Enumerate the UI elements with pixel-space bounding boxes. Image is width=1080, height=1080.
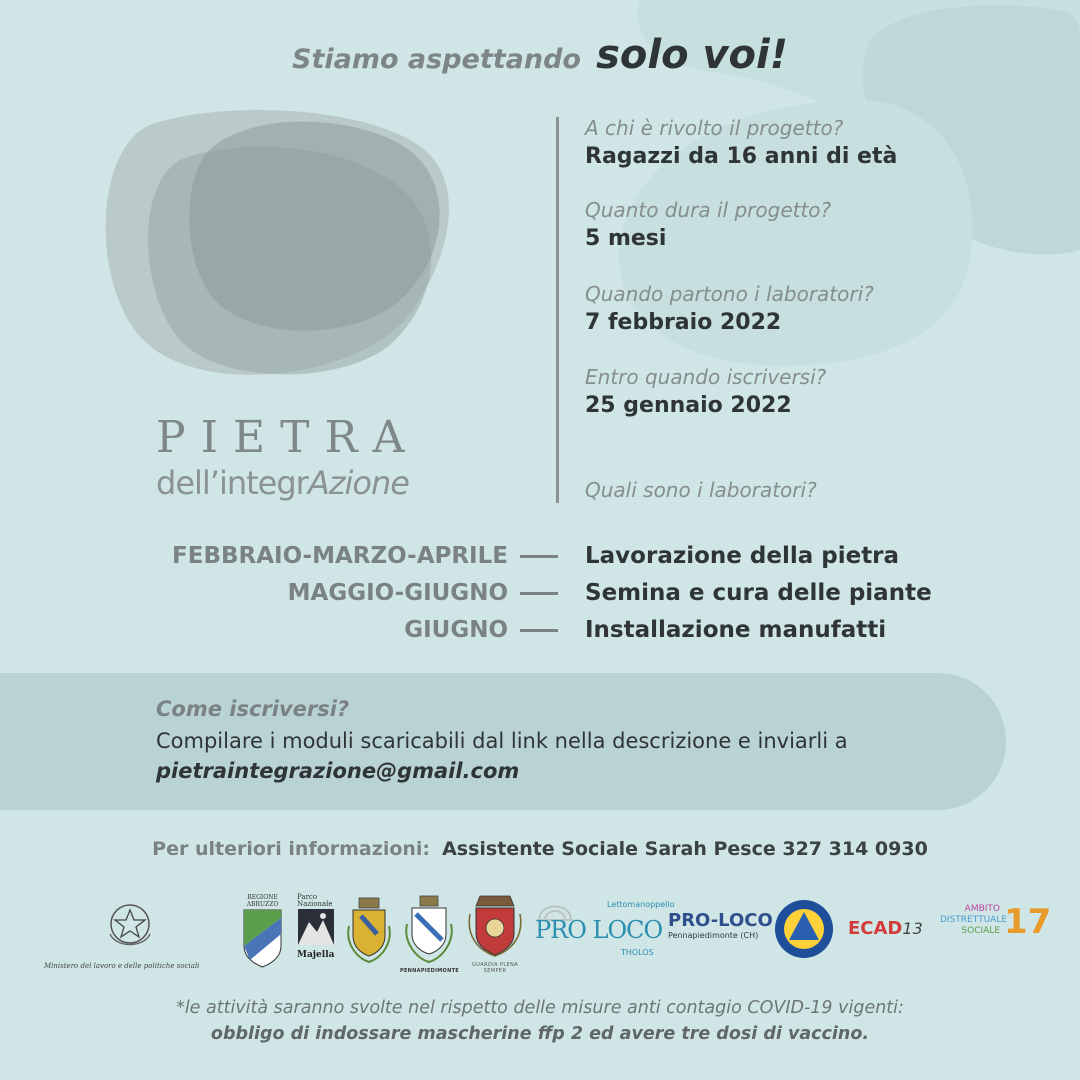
faq-question: Entro quando iscriversi? [585, 365, 827, 389]
abruzzo-caption-line: ABRUZZO [246, 901, 279, 908]
brand-integrazione-italic: Azione [307, 464, 409, 502]
headline-lead: Stiamo aspettando [292, 44, 581, 75]
schedule-row [0, 610, 1080, 650]
schedule-dash [520, 555, 558, 558]
proloco-tholos-logo [533, 894, 675, 974]
ambito-number: 17 [1004, 902, 1052, 942]
covid-note-line1: *le attività saranno svolte nel rispetto delle misure anti contagio COVID-19 vigenti: [176, 998, 904, 1018]
ecad-name: ECAD [848, 918, 903, 939]
guardia-crest-icon [466, 892, 524, 958]
contact-value: Assistente Sociale Sarah Pesce 327 314 0930 [442, 838, 928, 860]
faq-item-deadline [585, 363, 826, 421]
pietra-pebbles-logo [100, 105, 470, 405]
schedule-dash [520, 592, 558, 595]
proloco-tholos-town: Lettomanoppello [607, 900, 675, 909]
municipal-crest-logo [343, 896, 395, 966]
schedule-row [0, 536, 1080, 576]
ecad-logo [848, 918, 928, 948]
contact-info [0, 838, 1080, 860]
abruzzo-caption-line: REGIONE [247, 894, 278, 901]
faq-answer: Ragazzi da 16 anni di età [585, 144, 898, 169]
schedule-row [0, 573, 1080, 613]
covid-note [0, 995, 1080, 1047]
proloco-penna-sub: Pennapiedimonte (CH) [668, 931, 759, 940]
majella-caption-bottom: Majella [297, 950, 335, 960]
majella-park-logo [297, 894, 335, 964]
vertical-divider [556, 117, 559, 503]
faq-question: A chi è rivolto il progetto? [585, 116, 844, 140]
municipal-crest-icon [343, 896, 395, 966]
ministry-logo [40, 898, 240, 978]
faq-answer: 5 mesi [585, 226, 667, 251]
registration-email: pietraintegrazione@gmail.com [156, 759, 520, 783]
ambito-sociale-logo [940, 902, 1052, 964]
faq-question: Quanto dura il progetto? [585, 198, 832, 222]
faq-item-duration [585, 196, 831, 254]
ambito-line: DISTRETTUALE [940, 915, 1008, 925]
abruzzo-caption [240, 894, 285, 908]
proloco-tholos-sub: THOLOS [621, 948, 654, 957]
proloco-pennapiedimonte-logo [668, 910, 773, 960]
registration-text: Compilare i moduli scaricabili dal link nella descrizione e inviarli a [156, 729, 848, 753]
schedule-lab: Semina e cura delle piante [585, 580, 932, 606]
faq-item-target [585, 114, 897, 172]
schedule-period: GIUGNO [404, 617, 508, 643]
headline-emphasis: solo voi! [596, 32, 788, 78]
brand-integrazione-plain: dell’integr [156, 464, 308, 502]
ecad-number: 13 [902, 919, 923, 938]
proloco-penna-name: PRO-LOCO [668, 910, 773, 931]
schedule-period: FEBBRAIO-MARZO-APRILE [172, 543, 508, 569]
brand-integrazione [156, 464, 409, 502]
faq-answer: 7 febbraio 2022 [585, 310, 782, 335]
abruzzo-logo [240, 894, 285, 970]
schedule-dash [520, 629, 558, 632]
guardia-caption: GUARDIA PLENA SEMPER [471, 962, 519, 974]
ministry-caption: Ministero del lavoro e delle politiche sociali [44, 962, 200, 970]
schedule-lab: Installazione manufatti [585, 617, 887, 643]
mountain-wolf-icon [297, 908, 335, 946]
brand-pietra: PIETRA [156, 412, 420, 463]
majella-caption-line: Nazionale [297, 900, 333, 908]
headline [0, 32, 1080, 78]
majella-caption-top [297, 894, 335, 908]
registration-question: Come iscriversi? [156, 697, 350, 721]
proloco-tholos-name: PRO LOCO [535, 916, 663, 944]
guardia-crest-logo [466, 892, 524, 972]
ambito-line: AMBITO [964, 904, 1000, 914]
faq-item-start [585, 280, 874, 338]
majella-caption-line: Parco [297, 893, 318, 901]
ambito-line: SOCIALE [961, 926, 1000, 936]
abruzzo-shield-icon [240, 908, 285, 968]
schedule-lab: Lavorazione della pietra [585, 543, 900, 569]
pennapiedimonte-crest-icon [400, 890, 458, 964]
protezione-civile-logo [773, 898, 835, 960]
pennapiedimonte-caption: PENNAPIEDIMONTE [400, 968, 460, 974]
labs-question: Quali sono i laboratori? [585, 478, 817, 502]
ambito-caption [940, 904, 1008, 937]
pennapiedimonte-crest-logo [400, 890, 458, 976]
faq-answer: 25 gennaio 2022 [585, 393, 792, 418]
civil-protection-emblem-icon [773, 898, 835, 960]
faq-question: Quando partono i laboratori? [585, 282, 874, 306]
schedule-period: MAGGIO-GIUGNO [287, 580, 508, 606]
contact-label: Per ulteriori informazioni: [152, 838, 431, 860]
covid-note-line2: obbligo di indossare mascherine ffp 2 ed avere tre dosi di vaccino. [210, 1024, 870, 1044]
